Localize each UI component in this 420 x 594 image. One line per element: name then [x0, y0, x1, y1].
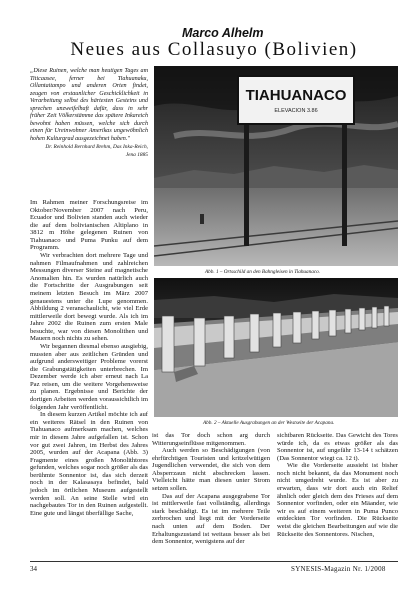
- article-title: Neues aus Collasuyo (Bolivien): [70, 39, 358, 60]
- col1-paragraph: In diesem kurzen Artikel möchte ich auf ein weiteres Rätsel in den Ruinen von Tiahuanaco aufmerksam machen, welches mir in diesem Jahre aufgefallen ist. Schon vor gut zwei Jahren, im Herbst des Jahres 2005, wurden auf der Acapana (Abb. 3) Fragmente eines großen Monolithtores gefunden, welches sogar noch größer als das berühmte Sonnentor ist, das sich derzeit noch in der Kalasasaya befindet, bald jedoch im örtlichen Museum aufgestellt werden soll. An seine Stelle wird ein nachgebautes Tor in den Ruinen aufgestellt. Eine gute und längst überfällige Sache,: [30, 411, 148, 517]
- text-column-3: [277, 432, 398, 538]
- col3-paragraph: sichtbaren Rückseite. Das Gewicht des Tores würde ich, da es etwas größer als das Sonnentor ist, auf ungefähr 13-14 t schätzen (Das Sonnentor wiegt ca. 12 t).: [277, 432, 398, 462]
- magazine-issue: SYNESIS-Magazin Nr. 1/2008: [291, 565, 386, 573]
- photo-tiahuanaco-sign: [154, 66, 398, 266]
- sign-text: TIAHUANACO: [245, 87, 347, 104]
- article-author: Marco Alhelm: [182, 26, 264, 40]
- col1-paragraph: Wir begannen diesmal ebenso ausgiebig, mussten aber aus zeitlichen Gründen und aufgrund andersweitiger Probleme vorerst die Grabungstätigkeiten unterbrechen. Im Dezember werde ich aber erneut nach La Paz reisen, um die weitere Vorgehensweise zu planen. Ergebnisse und Berichte der dortigen Arbeiten werden voraussichtlich im folgenden Jahr veröffentlicht.: [30, 342, 148, 411]
- text-column-2: [152, 432, 270, 546]
- epigraph-quote: [30, 68, 148, 158]
- quote-source-line1: Dr. Reinhold Bernhard Brehm, Das Inka-Reich,: [45, 144, 148, 150]
- col2-paragraph: Auch werden so Beschädigungen (von ehrfürchtigen Touristen und kritzelwütigen Jugendlichen verwendet, die sich von dem Absperrzaun nicht abschrecken lassen. Vielleicht hätte man diesen unter Strom setzen sollen.: [152, 447, 270, 493]
- col2-paragraph: ist das Tor doch schon arg durch Witterungseinflüsse mitgenommen.: [152, 432, 270, 447]
- text-column-1: [30, 199, 148, 517]
- figure2-caption: Abb. 2 – Aktuelle Ausgrabungen an der Westseite der Acapana.: [203, 420, 335, 426]
- quote-text: „Diese Ruinen, welche man heutigen Tages am Titicaasee, ferner bei Tiahuanaku, Ollantaitampo und anderen Orten findet, zeugen von erstaunlicher Geschicklichkeit in Verarbeitung selbst des härtesten Gesteins und sprechen unzweifelhaft dafür, dass in sehr früher Zeit Völkerstämme das spätere Inkareich bewohnt haben müssen, welche sich durch einen für Ureinwohner Amerikas ungewöhnlich hohen Kulturgrad ausgezeichnet haben.": [30, 68, 148, 142]
- figure1-caption: Abb. 1 – Ortsschild an den Bahngleisen in Tiahuanaco.: [205, 269, 320, 275]
- col2-paragraph: Das auf der Acapana ausgegrabene Tor ist mittlerweile fast vollständig, allerdings stark beschädigt. Es ist im mehrere Teile zerbrochen und liegt mit der Vorderseite nach unten auf dem Boden. Der Erhaltungszustand ist weitaus besser als bei dem Sonnentor, wenigstens auf der: [152, 492, 270, 546]
- footer-divider: [30, 561, 398, 562]
- col1-paragraph: Im Rahmen meiner Forschungsreise im Oktober/November 2007 nach Peru, Ecuador und Bolivien standen auch wieder die auf dem bolivianischen Altiplano in 3812 m Höhe gelegenen Ruinen von Tiahuanaco und Puma Punku auf dem Programm.: [30, 199, 148, 252]
- sign-subtext: ELEVACION 3.86: [274, 108, 318, 114]
- col3-paragraph: Wie die Vorderseite aussieht ist bisher noch nicht bekannt, da das Monument noch nicht umgedreht wurde. Es ist aber zu erwarten, dass wir dort auch ein Relief ähnlich oder gleich dem des Frieses auf dem Sonnentor vorfinden, oder ein Mäander, wie wir es auf einem weiteren in Puma Punco entdeckten Tor vorfinden. Die Rückseite weist die gleichen Bearbeitungen auf wie die Rückseite des Sonnentores. Nischen,: [277, 462, 398, 538]
- col1-paragraph: Wir verbrachten dort mehrere Tage und nahmen Filmaufnahmen und zahlreichen Messungen diverser Steine auf magnetische Anomalien hin. Es wurden natürlich auch die Fortschritte der Ausgrabungen seit meinem letzten Besuch im März 2007 genauestens unter die Lupe genommen. Abbildung 2 veranschaulicht, wie viel Erde mittlerweile dort bewegt wurde. Als ich im Jahre 2002 die Ruinen zum ersten Male besuchte, war von diesen Monolithen und Mauern noch nichts zu sehen.: [30, 252, 148, 343]
- quote-source-line2: Jena 1885: [125, 151, 148, 158]
- photo-acapana-excavation: [154, 278, 398, 417]
- page-number: 34: [30, 565, 37, 573]
